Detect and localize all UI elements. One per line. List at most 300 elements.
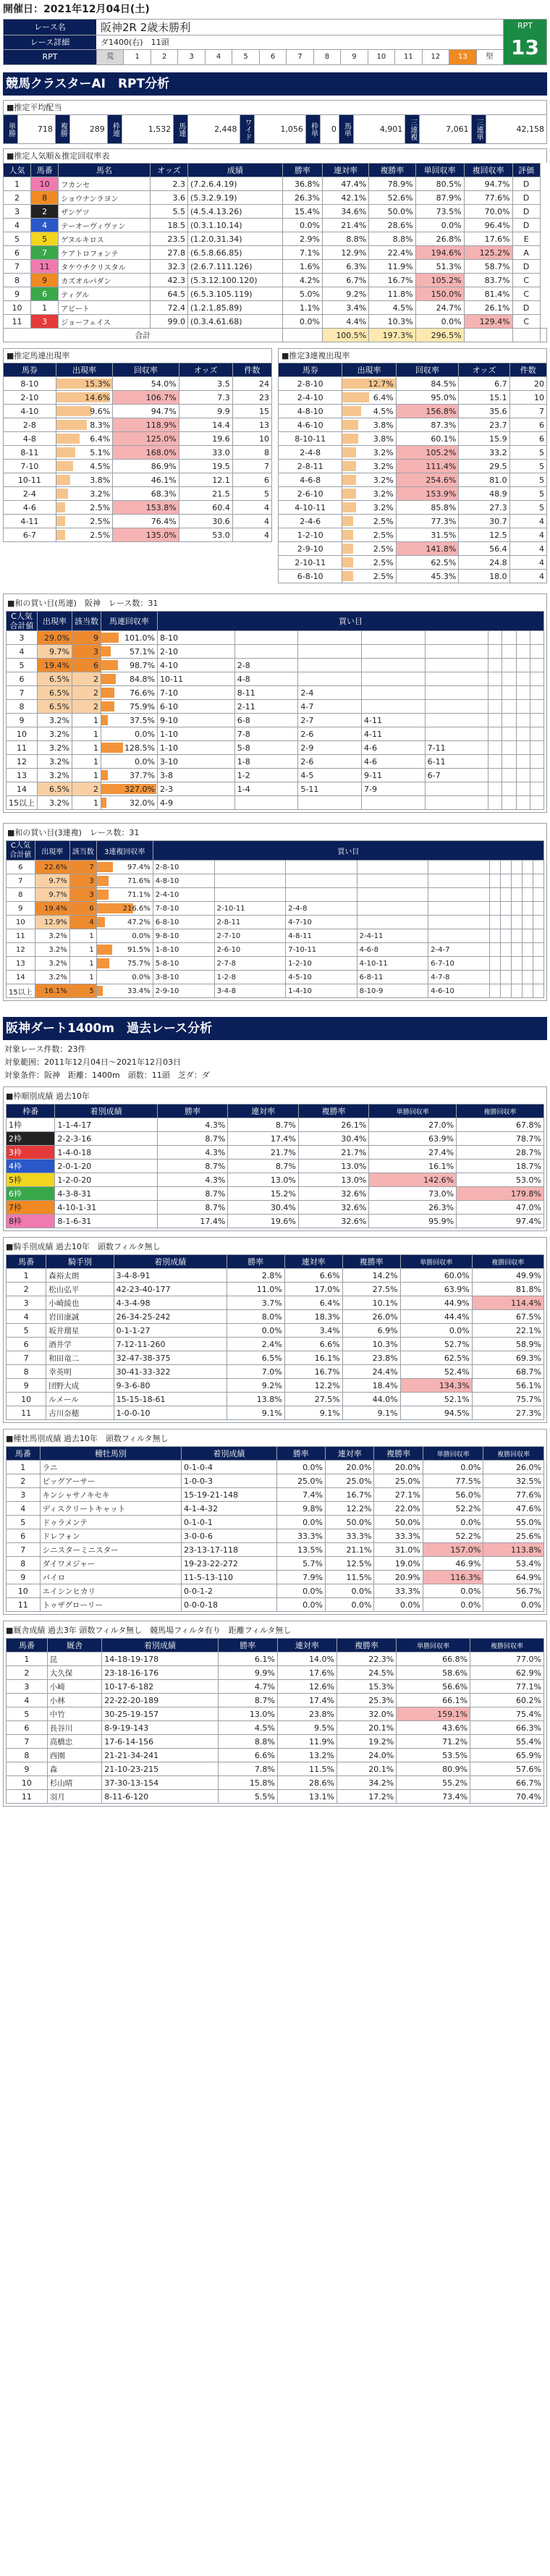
bet-combination: 4-6	[362, 755, 426, 769]
table-cell: 47.2%	[96, 916, 153, 929]
table-cell: 33.3%	[276, 1529, 325, 1543]
table-cell: 4-10	[4, 405, 56, 418]
table-cell: 69.3%	[472, 1351, 543, 1365]
table-row	[7, 1557, 544, 1571]
bet-combination: 2-8	[234, 659, 298, 672]
table-cell: シニスターミニスター	[40, 1543, 181, 1557]
table-cell: 150.0%	[415, 287, 464, 301]
table-cell: 7-10	[4, 460, 56, 473]
table-cell: 小崎綾也	[46, 1296, 114, 1310]
bet-combination: 7-8	[234, 727, 298, 741]
return-bar	[97, 890, 109, 900]
table-header: 出現率	[38, 612, 72, 631]
table-cell: 2-10	[4, 391, 56, 405]
table-row	[7, 1694, 544, 1707]
table-cell: 21-10-23-215	[102, 1762, 218, 1776]
table-cell: 6.6%	[284, 1269, 342, 1283]
table-row	[4, 287, 547, 301]
table-cell: 2.5%	[56, 528, 112, 542]
table-cell: 大久保	[47, 1666, 101, 1680]
table-cell: D	[512, 219, 540, 232]
rpt-badge: RPT 13	[503, 20, 546, 64]
table-cell: 44.0%	[342, 1393, 400, 1406]
bet-combination	[533, 916, 543, 929]
payout-type: 三連単	[471, 115, 486, 144]
table-cell: ビッグアーサー	[40, 1474, 181, 1488]
appearance-bar	[56, 502, 66, 512]
table-cell: 4	[232, 528, 271, 542]
bet-combination	[516, 686, 530, 700]
return-bar	[101, 798, 106, 808]
table-cell: 5	[509, 501, 546, 515]
table-cell: 1	[72, 741, 101, 755]
table-cell: 8	[232, 446, 271, 460]
payout-value: 718	[18, 115, 56, 144]
bet-combination	[428, 902, 490, 916]
table-cell: 13.0%	[218, 1707, 277, 1721]
table-cell: 8	[31, 191, 59, 205]
table-header: 3連複回収率	[96, 841, 153, 861]
race-name-label: レース名	[4, 20, 96, 35]
bet-combination	[516, 714, 530, 727]
table-header: 出現率	[56, 363, 112, 377]
table-cell: 8枠	[7, 1215, 55, 1228]
table-cell: 16.7%	[326, 1488, 374, 1502]
table-cell: 2.5%	[342, 542, 396, 556]
table-cell: 2.4%	[227, 1338, 284, 1351]
table-cell: 11	[7, 1790, 48, 1804]
table-cell: 2	[72, 672, 101, 686]
bet-combination	[512, 971, 522, 984]
table-cell: 62.9%	[470, 1666, 544, 1680]
sire-table	[6, 1446, 544, 1612]
table-cell: 4	[509, 515, 546, 528]
table-cell: 0-0-1-2	[182, 1584, 277, 1598]
umaren-sum-title: ■和の買い目(馬連) 阪神 レース数：31	[7, 599, 158, 608]
bet-combination	[512, 957, 522, 971]
table-cell: 70.4%	[470, 1790, 544, 1804]
table-header: 買い目	[158, 612, 544, 631]
rpt-scale-cell: 10	[368, 50, 394, 64]
pop-table	[3, 163, 547, 342]
table-cell: 6	[509, 418, 546, 432]
return-bar	[101, 646, 111, 656]
table-cell: 77.6%	[464, 191, 512, 205]
table-cell: 21.1%	[326, 1543, 374, 1557]
bet-combination: 4-7-10	[286, 916, 358, 929]
bet-combination	[516, 700, 530, 714]
table-cell: 24	[232, 377, 271, 391]
table-cell: 11	[7, 741, 38, 755]
table-cell: 19.4%	[35, 902, 69, 916]
bet-combination: 4-7	[298, 700, 362, 714]
bet-combination: 2-7-10	[214, 929, 286, 943]
return-bar	[97, 917, 105, 927]
bet-combination	[357, 902, 428, 916]
table-cell: A	[512, 246, 540, 260]
table-cell: 1	[31, 301, 59, 315]
table-cell: 23.8%	[277, 1707, 337, 1721]
table-cell: 23.5	[150, 232, 187, 246]
table-cell: 17.6%	[464, 232, 512, 246]
table-cell: 37.7%	[101, 769, 158, 782]
table-cell: D	[512, 205, 540, 219]
table-cell: ケアトロフォンテ	[59, 246, 151, 260]
table-cell: 4	[7, 645, 38, 659]
trainer-table	[6, 1638, 544, 1804]
table-cell: 0-1-0-4	[182, 1461, 277, 1474]
bet-combination	[357, 888, 428, 902]
table-cell: 7	[509, 405, 546, 418]
table-cell: 105.2%	[396, 446, 459, 460]
bet-combination	[357, 874, 428, 888]
table-cell: D	[512, 177, 540, 191]
table-cell: 2.5%	[342, 570, 396, 583]
table-cell: 25.0%	[326, 1474, 374, 1488]
table-cell: 6.4%	[284, 1296, 342, 1310]
table-cell: 10	[4, 301, 31, 315]
table-row	[4, 377, 272, 391]
table-cell: 0.0%	[227, 1324, 284, 1338]
bet-combination: 3-8	[158, 769, 235, 782]
table-cell: 6.7	[459, 377, 509, 391]
bet-combination	[488, 782, 502, 796]
bet-combination	[286, 888, 358, 902]
table-cell: (0.3.1.10.14)	[187, 219, 282, 232]
table-row	[7, 769, 544, 782]
table-cell: 幸英明	[46, 1365, 114, 1379]
bet-combination	[522, 902, 533, 916]
table-cell: 0.0%	[415, 315, 464, 329]
table-cell: ドレフォン	[40, 1529, 181, 1543]
table-cell: 43.6%	[397, 1721, 470, 1735]
table-row	[7, 1571, 544, 1584]
table-cell: 68.7%	[472, 1365, 543, 1379]
table-cell: 4-6	[4, 501, 56, 515]
bet-combination: 1-8	[234, 755, 298, 769]
sanrenpuku-appearance-table	[278, 363, 547, 583]
table-cell: 2.8%	[227, 1269, 284, 1283]
table-cell: 37.5%	[101, 714, 158, 727]
table-cell: 6.6%	[284, 1338, 342, 1351]
table-cell: 52.7%	[400, 1338, 472, 1351]
table-cell: 125.2%	[464, 246, 512, 260]
bet-combination	[488, 741, 502, 755]
table-cell: 5.1%	[56, 446, 112, 460]
table-row	[279, 556, 547, 570]
table-cell: 8-9-19-143	[102, 1721, 218, 1735]
rpt-scale	[96, 50, 503, 64]
table-cell: 32.6%	[298, 1215, 368, 1228]
table-cell: 24.7%	[415, 301, 464, 315]
table-cell: 125.0%	[113, 432, 179, 446]
bet-combination: 5-11	[298, 782, 362, 796]
table-cell: 30.4%	[298, 1132, 368, 1146]
table-cell: 25.0%	[276, 1474, 325, 1488]
bet-combination	[425, 631, 488, 645]
table-cell: エイシンヒカリ	[40, 1584, 181, 1598]
table-cell: 2.3	[150, 177, 187, 191]
table-cell: 10	[31, 177, 59, 191]
bet-combination	[488, 755, 502, 769]
bet-combination: 4-8-11	[286, 929, 358, 943]
table-cell: 56.7%	[483, 1584, 544, 1598]
table-cell: 17-6-14-156	[102, 1735, 218, 1749]
table-cell: 11	[7, 1598, 41, 1612]
table-cell: 森	[47, 1762, 101, 1776]
table-header: 着別成績	[114, 1255, 227, 1269]
bet-combination: 7-10-11	[286, 943, 358, 957]
bet-combination	[490, 929, 501, 943]
table-cell: 4	[7, 1310, 46, 1324]
table-cell: 32.6%	[298, 1187, 368, 1201]
table-cell: 55.2%	[397, 1776, 470, 1790]
table-cell: 13.0%	[298, 1173, 368, 1187]
past-cond: 対象条件：阪神 距離：1400m 頭数：11頭 芝ダ：ダ	[4, 1070, 210, 1080]
table-cell: 14.6%	[56, 391, 112, 405]
table-cell: 8.7%	[228, 1160, 298, 1173]
bet-combination: 9-8-10	[153, 929, 214, 943]
bet-combination: 2-7	[298, 714, 362, 727]
payout-type: 馬単	[339, 115, 353, 144]
table-cell: 51.3%	[415, 260, 464, 274]
table-header: 連対率	[322, 164, 368, 177]
table-cell: 3	[7, 1296, 46, 1310]
table-cell: 33.3%	[326, 1529, 374, 1543]
table-cell: 33.4%	[96, 984, 153, 998]
table-cell: 7枠	[7, 1201, 55, 1215]
table-row	[7, 1393, 544, 1406]
table-cell: 5	[4, 232, 31, 246]
table-cell: 11.0%	[227, 1283, 284, 1296]
past-count: 対象レース件数：23件	[4, 1044, 86, 1054]
table-cell: 3.5	[179, 377, 232, 391]
table-cell: 7	[4, 260, 31, 274]
table-cell: 26.0%	[342, 1310, 400, 1324]
table-cell: 113.8%	[483, 1543, 544, 1557]
bet-combination	[490, 888, 501, 902]
table-cell: 杉山晴	[47, 1776, 101, 1790]
table-cell: 7	[69, 861, 96, 874]
table-cell: 12	[7, 943, 35, 957]
table-cell: 26.8%	[415, 232, 464, 246]
table-cell: 0-1-1-27	[114, 1324, 227, 1338]
table-cell: 4枠	[7, 1160, 55, 1173]
table-cell: 0.0%	[276, 1584, 325, 1598]
table-cell: 27.8	[150, 246, 187, 260]
table-cell: 24.8	[459, 556, 509, 570]
bet-combination: 1-10	[158, 727, 235, 741]
table-cell: 0.0%	[282, 219, 322, 232]
table-header: 複勝率	[369, 164, 415, 177]
bet-combination	[533, 943, 543, 957]
bet-combination	[362, 700, 426, 714]
table-cell: 0-1-0-1	[182, 1516, 277, 1529]
table-cell: 7	[7, 686, 38, 700]
table-cell: 16.1%	[35, 984, 69, 998]
table-cell: 3.2%	[38, 796, 72, 810]
table-row	[4, 191, 547, 205]
ai-title: 競馬クラスターAI RPT分析	[3, 72, 547, 96]
table-header: 単勝回収率	[397, 1639, 470, 1652]
table-cell: 20.0%	[374, 1461, 423, 1474]
table-row	[7, 1749, 544, 1762]
bet-combination	[490, 916, 501, 929]
table-cell: 9	[7, 902, 35, 916]
bet-combination	[488, 727, 502, 741]
table-cell: 14	[7, 782, 38, 796]
table-header: 回収率	[113, 363, 179, 377]
bet-combination	[512, 861, 522, 874]
table-cell: 6	[509, 432, 546, 446]
table-cell: 2.5%	[56, 515, 112, 528]
table-row	[279, 446, 547, 460]
table-cell: 33.2	[459, 446, 509, 460]
table-row	[7, 1461, 544, 1474]
table-row	[4, 473, 272, 487]
bet-combination: 6-10	[158, 700, 235, 714]
table-cell: 12.9%	[35, 916, 69, 929]
table-row	[4, 177, 547, 191]
table-cell: 84.8%	[101, 672, 158, 686]
table-cell: 13.0%	[228, 1173, 298, 1187]
bet-combination	[533, 984, 543, 998]
table-cell: 7.3	[179, 391, 232, 405]
table-cell: C	[512, 274, 540, 287]
table-cell: 3.2%	[56, 487, 112, 501]
bet-combination: 4-7-8	[428, 971, 490, 984]
table-cell: 3.2%	[342, 446, 396, 460]
rpt-label: RPT	[4, 50, 96, 64]
table-row	[7, 672, 544, 686]
table-row	[4, 219, 547, 232]
table-header: 勝率	[218, 1639, 277, 1652]
table-row	[7, 686, 544, 700]
table-cell: 78.9%	[369, 177, 415, 191]
table-cell: 129.4%	[464, 315, 512, 329]
table-cell: 1-4-0-18	[55, 1146, 158, 1160]
table-cell: 8.8%	[218, 1735, 277, 1749]
table-cell: 2.5%	[342, 515, 396, 528]
rpt-scale-cell: 12	[422, 50, 449, 64]
table-row	[279, 515, 547, 528]
table-cell: 8.8%	[322, 232, 368, 246]
table-row	[7, 1146, 544, 1160]
table-row	[4, 501, 272, 515]
bet-combination: 6-8-10	[153, 916, 214, 929]
table-cell: 4	[4, 219, 31, 232]
table-cell: 52.1%	[400, 1393, 472, 1406]
table-cell: 80.5%	[415, 177, 464, 191]
table-cell: 26.3%	[282, 191, 322, 205]
bet-combination	[501, 902, 512, 916]
table-cell: 26-34-25-242	[114, 1310, 227, 1324]
table-row	[4, 418, 272, 432]
table-cell: 95.9%	[369, 1215, 457, 1228]
table-cell: 33.3%	[374, 1529, 423, 1543]
table-cell: 1	[69, 957, 96, 971]
table-cell: 2-9-10	[279, 542, 342, 556]
table-cell: 76.4%	[113, 515, 179, 528]
appearance-bar	[342, 434, 358, 444]
table-cell: 3.4%	[284, 1324, 342, 1338]
bet-combination: 1-2-10	[286, 957, 358, 971]
table-cell: 0.0%	[483, 1598, 544, 1612]
payout-type: 枠連	[107, 115, 122, 144]
return-bar	[101, 715, 108, 725]
table-cell: 57.6%	[470, 1762, 544, 1776]
table-cell: 7	[7, 1543, 41, 1557]
return-bar	[101, 660, 118, 670]
table-cell: 11	[4, 315, 31, 329]
bet-combination	[362, 659, 426, 672]
table-cell: 5	[69, 984, 96, 998]
rpt-scale-cell: 5	[232, 50, 258, 64]
table-cell: 87.3%	[396, 418, 459, 432]
table-row	[7, 1118, 544, 1132]
table-cell: 4.2%	[282, 274, 322, 287]
race-date: 開催日：2021年12月04日(土)	[3, 4, 150, 15]
table-cell: 8	[7, 888, 35, 902]
table-cell: 3.2%	[342, 487, 396, 501]
table-row	[7, 874, 544, 888]
table-cell: 49.9%	[472, 1269, 543, 1283]
bet-combination: 1-4	[234, 782, 298, 796]
table-cell: 6	[69, 902, 96, 916]
table-cell: 47.6%	[483, 1502, 544, 1516]
table-cell: 26.0%	[483, 1461, 544, 1474]
table-cell: 77.3%	[396, 515, 459, 528]
table-cell: 3枠	[7, 1146, 55, 1160]
table-row	[7, 1406, 544, 1420]
payout-value: 42,158	[486, 115, 546, 144]
table-cell: 4	[31, 219, 59, 232]
bet-combination	[522, 984, 533, 998]
bet-combination: 1-4-10	[286, 984, 358, 998]
table-cell: 32.3	[150, 260, 187, 274]
bet-combination	[516, 796, 530, 810]
umaren-appearance-table	[3, 363, 272, 542]
table-cell: 3.4%	[322, 301, 368, 315]
table-cell: 10.3%	[342, 1338, 400, 1351]
appearance-bar	[342, 516, 352, 526]
bet-combination	[502, 645, 516, 659]
bet-combination: 6-7	[425, 769, 488, 782]
table-cell: 106.7%	[113, 391, 179, 405]
bet-combination	[490, 902, 501, 916]
table-cell: 2-8	[4, 418, 56, 432]
bet-combination	[530, 741, 543, 755]
bet-combination: 2-4-11	[357, 929, 428, 943]
bet-combination	[530, 659, 543, 672]
table-row	[279, 570, 547, 583]
table-cell: 134.3%	[400, 1379, 472, 1393]
bet-combination	[501, 874, 512, 888]
past-range: 対象範囲：2011年12月04日～2021年12月03日	[4, 1057, 181, 1067]
table-cell: 81.0	[459, 473, 509, 487]
table-cell: 19.6	[179, 432, 232, 446]
table-cell: 4-8-10	[279, 405, 342, 418]
payout-type: ワイド	[240, 115, 254, 144]
bet-combination	[516, 755, 530, 769]
table-cell: 62.5%	[396, 556, 459, 570]
table-row	[7, 943, 544, 957]
table-cell: 57.1%	[101, 645, 158, 659]
table-cell: 5	[7, 1707, 48, 1721]
table-cell: 47.0%	[457, 1201, 544, 1215]
bet-combination	[502, 769, 516, 782]
table-cell: 68.3%	[113, 487, 179, 501]
